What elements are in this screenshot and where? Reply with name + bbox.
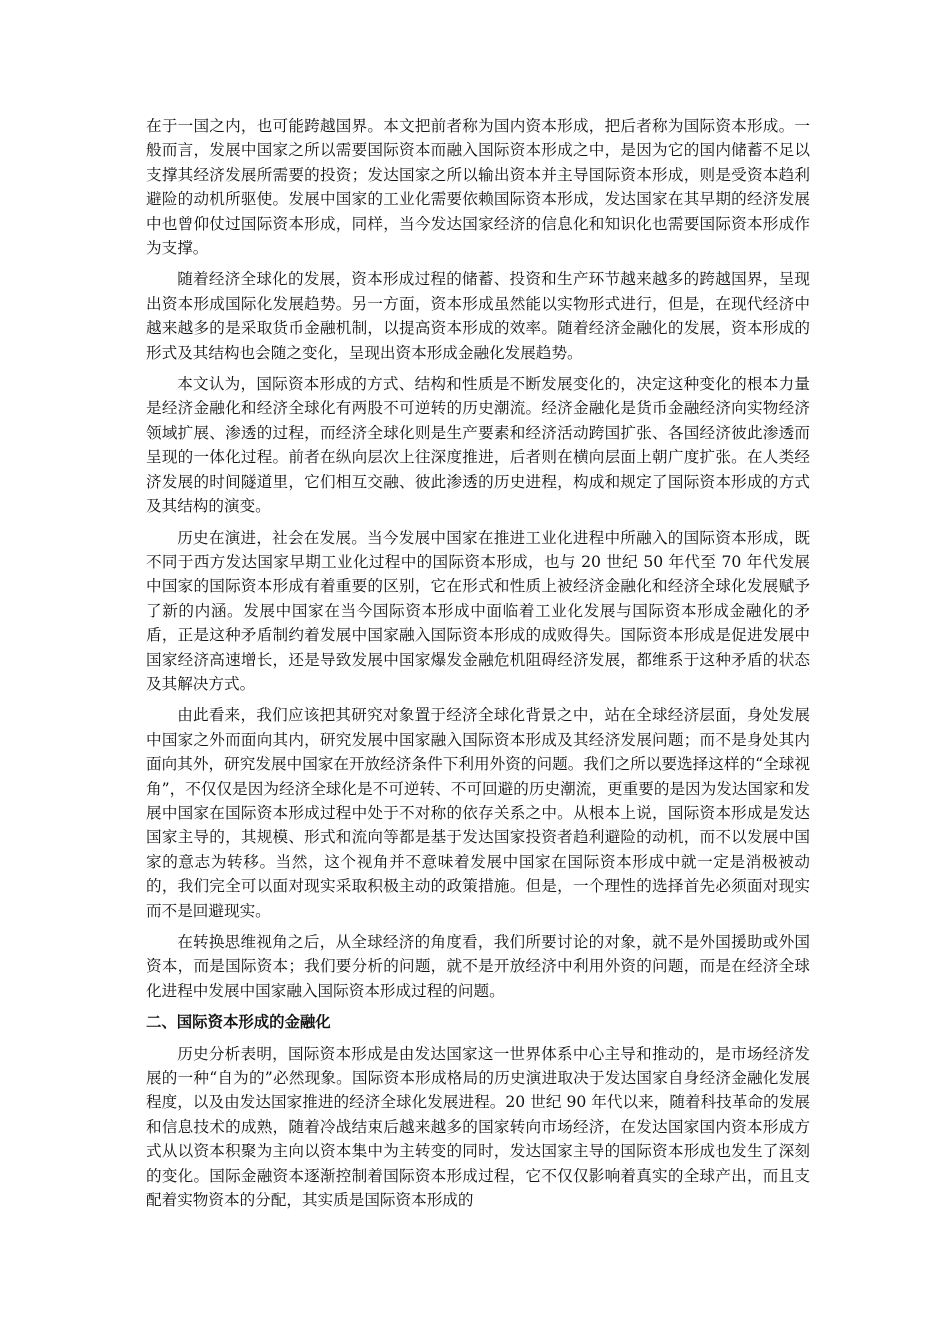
- paragraph-3: 本文认为，国际资本形成的方式、结构和性质是不断发展变化的，决定这种变化的根本力量是经济金融化和经济全球化有两股不可逆转的历史潮流。经济金融化是货币金融经济向实物经济领域扩展、渗透的过程，而经济全球化则是生产要素和经济活动跨国扩张、各国经济彼此渗透而呈现的一体化过程。前者在纵向层次上往深度推进，后者则在横向层面上朝广度扩张。在人类经济发展的时间隧道里，它们相互交融、彼此渗透的历史进程，构成和规定了国际资本形成的方式及其结构的演变。: [146, 375, 810, 516]
- paragraph-4: 历史在演进，社会在发展。当今发展中国家在推进工业化进程中所融入的国际资本形成，既不同于西方发达国家早期工业化过程中的国际资本形成，也与 20 世纪 50 年代至 70 年代发展中国家的国际资本形成有着重要的区别，它在形式和性质上被经济金融化和经济全球化发展赋予了新的内涵。发展中国家在当今国际资本形成中面临着工业化发展与国际资本形成金融化的矛盾，正是这种矛盾制约着发展中国家融入国际资本形成的成败得失。国际资本形成是促进发展中国家经济高速增长，还是导致发展中国家爆发金融危机阻碍经济发展，都维系于这种矛盾的状态及其解决方式。: [146, 528, 810, 693]
- document-page: [146, 114, 810, 1219]
- paragraph-1: 在于一国之内，也可能跨越国界。本文把前者称为国内资本形成，把后者称为国际资本形成。一般而言，发展中国家之所以需要国际资本而融入国际资本形成之中，是因为它的国内储蓄不足以支撑其经济发展所需要的投资；发达国家之所以输出资本并主导国际资本形成，则是受资本趋利避险的动机所驱使。发展中国家的工业化需要依赖国际资本形成，发达国家在其早期的经济发展中也曾仰仗过国际资本形成，同样，当今发达国家经济的信息化和知识化也需要国际资本形成作为支撑。: [146, 117, 810, 258]
- paragraph-7: 历史分析表明，国际资本形成是由发达国家这一世界体系中心主导和推动的，是市场经济发展的一种“自为的”必然现象。国际资本形成格局的历史演进取决于发达国家自身经济金融化发展程度，以及由发达国家推进的经济全球化发展进程。20 世纪 90 年代以来，随着科技革命的发展和信息技术的成熟，随着冷战结束后越来越多的国家转向市场经济，在发达国家国内资本形成方式从以资本积聚为主向以资本集中为主转变的同时，发达国家主导的国际资本形成也发生了深刻的变化。国际金融资本逐渐控制着国际资本形成过程，它不仅仅影响着真实的全球产出，而且支配着实物资本的分配，其实质是国际资本形成的: [146, 1044, 810, 1210]
- paragraph-5: 由此看来，我们应该把其研究对象置于经济全球化背景之中，站在全球经济层面，身处发展中国家之外而面向其内，研究发展中国家融入国际资本形成及其经济发展问题；而不是身处其内面向其外，研究发展中国家在开放经济条件下利用外资的问题。我们之所以要选择这样的“全球视角”，不仅仅是因为经济全球化是不可逆转、不可回避的历史潮流，更重要的是因为发达国家和发展中国家在国际资本形成过程中处于不对称的依存关系之中。从根本上说，国际资本形成是发达国家主导的，其规模、形式和流向等都是基于发达国家投资者趋利避险的动机，而不以发展中国家的意志为转移。当然，这个视角并不意味着发展中国家在国际资本形成中就一定是消极被动的，我们完全可以面对现实采取积极主动的政策措施。但是，一个理性的选择首先必须面对现实而不是回避现实。: [146, 706, 810, 920]
- paragraph-2: 随着经济全球化的发展，资本形成过程的储蓄、投资和生产环节越来越多的跨越国界，呈现出资本形成国际化发展趋势。另一方面，资本形成虽然能以实物形式进行，但是，在现代经济中越来越多的是采取货币金融机制，以提高资本形成的效率。随着经济金融化的发展，资本形成的形式及其结构也会随之变化，呈现出资本形成金融化发展趋势。: [146, 270, 810, 362]
- section-heading: 二、国际资本形成的金融化: [146, 1013, 331, 1032]
- paragraph-6: 在转换思维视角之后，从全球经济的角度看，我们所要讨论的对象，就不是外国援助或外国资本，而是国际资本；我们要分析的问题，就不是开放经济中利用外资的问题，而是在经济全球化进程中发展中国家融入国际资本形成过程的问题。: [146, 933, 810, 1000]
